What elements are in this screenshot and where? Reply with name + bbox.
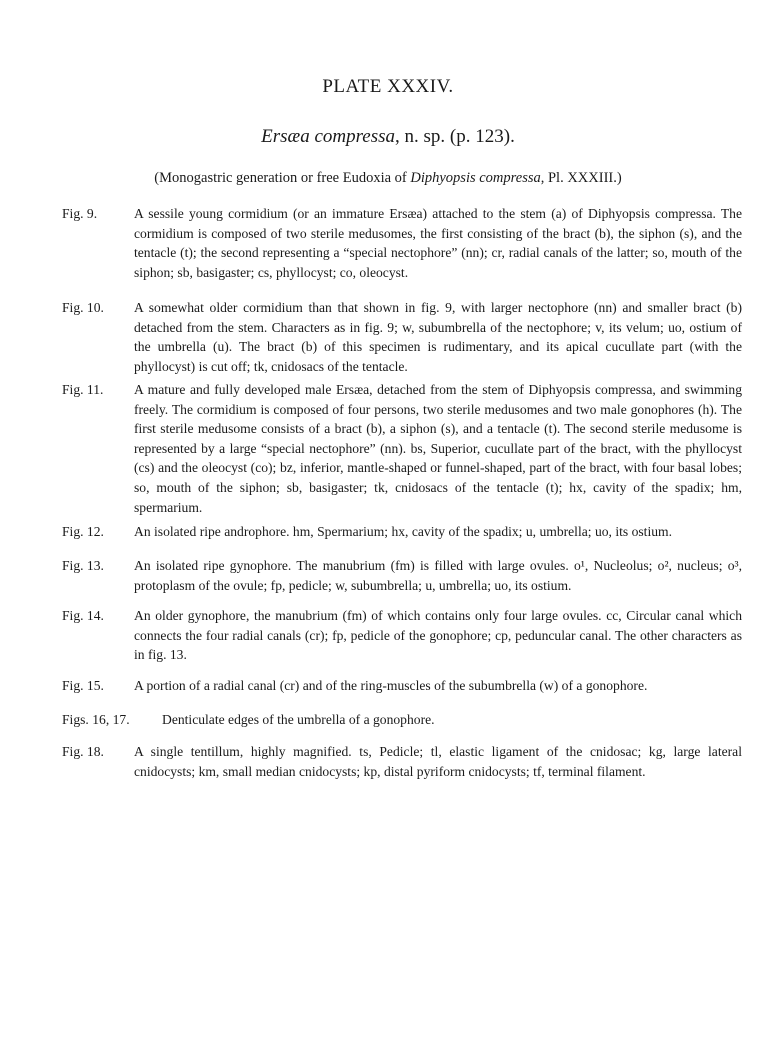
figure-label: Fig. 15.	[62, 678, 104, 693]
figure-caption: A single tentillum, highly magnified. ts, Pedicle; tl, elastic ligament of the cnidosac; kg, large lateral cnidocysts; km, small median cnidocysts; kp, distal pyriform cnidocysts; tf, terminal filament.	[134, 744, 742, 779]
figure-caption: A sessile young cormidium (or an immature Ersæa) attached to the stem (a) of Diphyopsis compressa. The cormidium is composed of two sterile medusomes, the first consisting of the bract (b), the siphon (s), and the tentacle (t); the second representing a “special nectophore” (nn); cr, radial canals of the latter; so, mouth of the siphon; sb, basigaster; cs, phyllocyst; co, oleocyst.	[134, 206, 742, 280]
figure-entry-16-17	[62, 710, 742, 730]
plate-title: PLATE XXXIV.	[322, 76, 454, 97]
figure-entry-9	[62, 204, 742, 282]
figure-entry-14	[62, 606, 742, 665]
figure-caption: A mature and fully developed male Ersæa, detached from the stem of Diphyopsis compressa, and swimming freely. The cormidium is composed of four persons, two sterile medusomes and two male gonophores (h). The first sterile medusome consists of a bract (b), a siphon (s), and a tentacle (t). The second sterile medusome is represented by a large “special nectophore” (nn). bs, Superior, cucullate part of the bract, with the phyllocyst (cs) and the oleocyst (co); bz, inferior, mantle-shaped or funnel-shaped, part of the bract, with four basal lobes; so, mouth of the siphon; sb, basigaster; tk, cnidosacs of the tentacle (t); hx, cavity of the spadix; hm, spermarium.	[134, 382, 742, 515]
figure-label: Fig. 11.	[62, 382, 104, 397]
note-species: Diphyopsis compressa	[410, 170, 541, 186]
figure-caption: Denticulate edges of the umbrella of a gonophore.	[162, 712, 435, 727]
figure-caption: A somewhat older cormidium than that shown in fig. 9, with larger nectophore (nn) and smaller bract (b) detached from the stem. Characters as in fig. 9; w, subumbrella of the nectophore; v, its velum; uo, ostium of the umbrella (u). The bract (b) of this specimen is rudimentary, and its apical cucullate part (with the phyllocyst) is cut off; tk, cnidosacs of the tentacle.	[134, 300, 742, 374]
figure-entry-13	[62, 556, 742, 595]
figure-label: Fig. 13.	[62, 558, 104, 573]
note-suffix: , Pl. XXXIII.)	[540, 170, 622, 186]
figure-label: Fig. 9.	[62, 206, 98, 221]
generation-note	[0, 170, 776, 187]
figure-label: Fig. 14.	[62, 608, 104, 623]
note-prefix: (Monogastric generation or free Eudoxia of	[154, 170, 411, 186]
figure-caption: An older gynophore, the manubrium (fm) of which contains only four large ovules. cc, Circular canal which connects the four radial canals (cr); fp, pedicle of the gonophore; cp, peduncular canal. The other characters as in fig. 13.	[134, 608, 742, 663]
figure-entry-10	[62, 298, 742, 376]
figure-label: Fig. 18.	[62, 744, 104, 759]
figure-label: Fig. 12.	[62, 524, 104, 539]
figure-entry-18	[62, 742, 742, 781]
species-reference: , n. sp. (p. 123).	[395, 126, 515, 147]
species-heading	[0, 126, 776, 148]
figure-caption: An isolated ripe androphore. hm, Spermarium; hx, cavity of the spadix; u, umbrella; uo, its ostium.	[134, 524, 672, 539]
figure-caption: A portion of a radial canal (cr) and of the ring-muscles of the subumbrella (w) of a gonophore.	[134, 678, 648, 693]
figure-entry-12	[62, 522, 742, 542]
figure-caption: An isolated ripe gynophore. The manubrium (fm) is filled with large ovules. o¹, Nucleolus; o², nucleus; o³, protoplasm of the ovule; fp, pedicle; w, subumbrella; u, umbrella; uo, its ostium.	[134, 558, 742, 593]
figure-label: Fig. 10.	[62, 300, 104, 315]
figure-label: Figs. 16, 17.	[62, 712, 130, 727]
figure-entry-11	[62, 380, 742, 517]
species-name: Ersæa compressa	[261, 126, 396, 147]
figure-entry-15	[62, 676, 742, 696]
